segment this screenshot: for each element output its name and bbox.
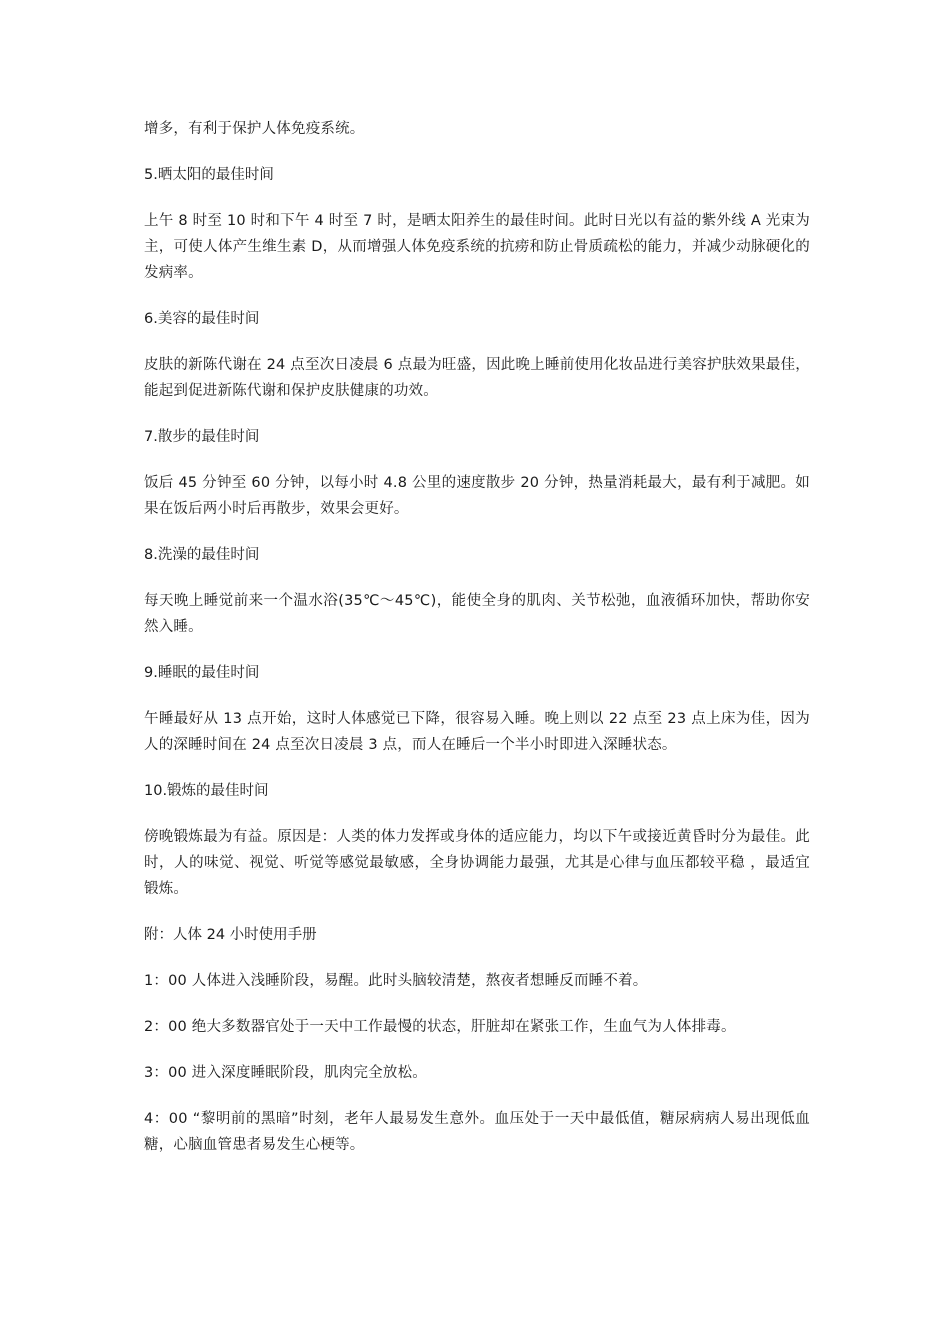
schedule-item-2am: 2：00 绝大多数器官处于一天中工作最慢的状态，肝脏却在紧张工作，生血气为人体排毒。 bbox=[144, 1019, 736, 1035]
schedule-item-4am: 4：00 “黎明前的黑暗”时刻，老年人最易发生意外。血压处于一天中最低值，糖尿病病人易出现低血糖，心脑血管患者易发生心梗等。 bbox=[144, 1111, 810, 1153]
section-heading-skincare: 6.美容的最佳时间 bbox=[144, 311, 260, 327]
document-page bbox=[144, 116, 810, 1178]
paragraph-sunbathing: 上午 8 时至 10 时和下午 4 时至 7 时，是晒太阳养生的最佳时间。此时日光以有益的紫外线 A 光束为主，可使人体产生维生素 D，从而增强人体免疫系统的抗痨和防止骨质疏松的能力，并减少动脉硬化的发病率。 bbox=[144, 213, 810, 281]
schedule-item-1am: 1：00 人体进入浅睡阶段，易醒。此时头脑较清楚，熬夜者想睡反而睡不着。 bbox=[144, 973, 648, 989]
section-heading-bathing: 8.洗澡的最佳时间 bbox=[144, 547, 260, 563]
intro-paragraph: 增多，有利于保护人体免疫系统。 bbox=[144, 121, 365, 137]
paragraph-skincare: 皮肤的新陈代谢在 24 点至次日凌晨 6 点最为旺盛，因此晚上睡前使用化妆品进行美容护肤效果最佳，能起到促进新陈代谢和保护皮肤健康的功效。 bbox=[144, 357, 810, 399]
paragraph-bathing: 每天晚上睡觉前来一个温水浴(35℃～45℃)，能使全身的肌肉、关节松弛，血液循环加快，帮助你安然入睡。 bbox=[144, 593, 810, 635]
appendix-heading: 附：人体 24 小时使用手册 bbox=[144, 927, 317, 943]
schedule-item-3am: 3：00 进入深度睡眠阶段，肌肉完全放松。 bbox=[144, 1065, 427, 1081]
section-heading-sleep: 9.睡眠的最佳时间 bbox=[144, 665, 260, 681]
paragraph-sleep: 午睡最好从 13 点开始，这时人体感觉已下降，很容易入睡。晚上则以 22 点至 23 点上床为佳，因为人的深睡时间在 24 点至次日凌晨 3 点，而人在睡后一个半小时即进入深睡状态。 bbox=[144, 711, 810, 753]
section-heading-exercise: 10.锻炼的最佳时间 bbox=[144, 783, 269, 799]
section-heading-walking: 7.散步的最佳时间 bbox=[144, 429, 260, 445]
paragraph-walking: 饭后 45 分钟至 60 分钟，以每小时 4.8 公里的速度散步 20 分钟，热量消耗最大，最有利于减肥。如果在饭后两小时后再散步，效果会更好。 bbox=[144, 475, 810, 517]
section-heading-sunbathing: 5.晒太阳的最佳时间 bbox=[144, 167, 274, 183]
paragraph-exercise: 傍晚锻炼最为有益。原因是：人类的体力发挥或身体的适应能力，均以下午或接近黄昏时分为最佳。此时，人的味觉、视觉、听觉等感觉最敏感，全身协调能力最强，尤其是心律与血压都较平稳 ，最适宜锻炼。 bbox=[144, 829, 810, 897]
